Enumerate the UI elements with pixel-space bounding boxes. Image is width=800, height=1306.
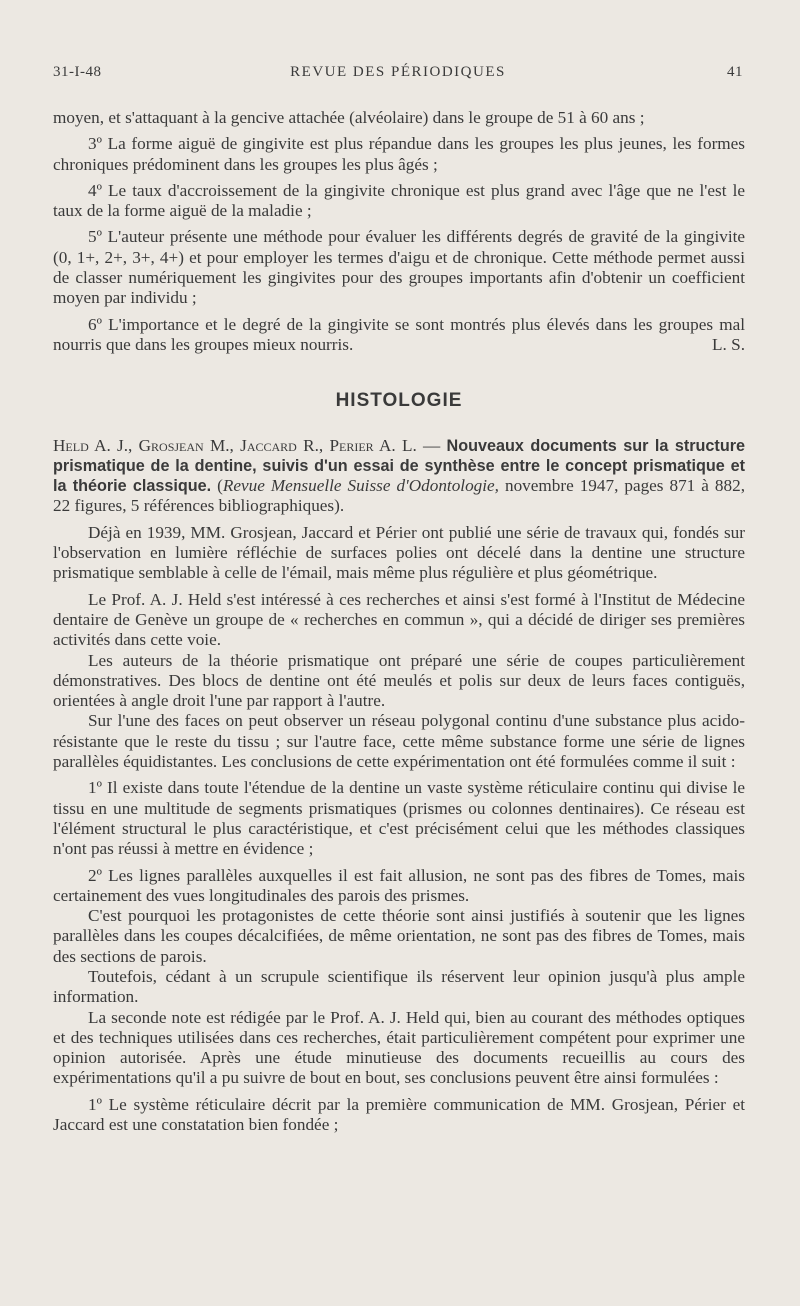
paragraph-text: 6º L'importance et le degré de la gingivite se sont montrés plus élevés dans les groupes mal nourris que dans les groupes mieux nourris. — [53, 314, 745, 354]
paragraph: C'est pourquoi les protagonistes de cette théorie sont ainsi justifiés à soutenir que les lignes parallèles dans les coupes décalcifiées, de même orientation, ne sont pas des fibres de Tomes, mais des sections de parois. — [53, 906, 745, 966]
author-initials: L. S. — [712, 334, 745, 354]
paragraph: 4º Le taux d'accroissement de la gingivite chronique est plus grand avec l'âge que ne l'est le taux de la forme aiguë de la maladie ; — [53, 180, 745, 221]
running-header — [53, 64, 743, 86]
reference-details: novembre 1947, pages 871 à 882, 22 figures, 5 références bibliographiques). — [53, 476, 745, 516]
paragraph: Déjà en 1939, MM. Grosjean, Jaccard et Périer ont publié une série de travaux qui, fondés sur l'observation en lumière réfléchie de surfaces polies ont décelé dans la dentine une structure prismatique semblable à celle de l'émail, mais même plus régulière et plus géométrique. — [53, 522, 745, 583]
reference-authors: Held A. J., Grosjean M., Jaccard R., Perier A. L. — [53, 435, 417, 455]
paragraph: 1º Le système réticulaire décrit par la première communication de MM. Grosjean, Périer et Jaccard est une constatation bien fondée ; — [53, 1094, 745, 1135]
paragraph: 3º La forme aiguë de gingivite est plus répandue dans les groupes les plus jeunes, les formes chroniques prédominent dans les groupes les plus âgés ; — [53, 134, 745, 174]
reference-title: Nouveaux documents sur la structure prismatique de la dentine, suivis d'un essai de synthèse entre le concept prismatique et la théorie classique. — [53, 436, 746, 496]
section-heading: HISTOLOGIE — [335, 390, 463, 412]
paragraph: 2º Les lignes parallèles auxquelles il est fait allusion, ne sont pas des fibres de Tomes, mais certainement des vues longitudinales des parois des prismes. — [53, 865, 745, 905]
paragraph: Toutefois, cédant à un scrupule scientifique ils réservent leur opinion jusqu'à plus ample information. — [53, 966, 745, 1007]
reference-dash: — — [416, 435, 447, 455]
paragraph: moyen, et s'attaquant à la gencive attachée (alvéolaire) dans le groupe de 51 à 60 ans ; — [53, 108, 645, 127]
page-body — [53, 108, 745, 1141]
journal-section-title: REVUE DES PÉRIODIQUES — [290, 64, 506, 80]
paragraph: La seconde note est rédigée par le Prof. A. J. Held qui, bien au courant des méthodes optiques et des techniques utilisées dans ces recherches, était particulièrement compétent pour exprimer une opinion autorisée. Après une étude minutieuse des documents recueillis au cours des expérimentations qu'il a pu suivre de bout en bout, ses conclusions peuvent être ainsi formulées : — [53, 1007, 745, 1088]
bibliographic-reference — [53, 436, 745, 517]
issue-date: 31-I-48 — [53, 64, 102, 80]
reference-journal: Revue Mensuelle Suisse d'Odontologie, — [222, 476, 499, 496]
paragraph: 5º L'auteur présente une méthode pour évaluer les différents degrés de gravité de la gingivite (0, 1+, 2+, 3+, 4+) et pour employer les termes d'aigu et de chronique. Cette méthode permet aussi de classer numériquement les gingivites pour des groupes importants afin d'obtenir un coefficient moyen par individu ; — [53, 227, 745, 308]
paragraph: 1º Il existe dans toute l'étendue de la dentine un vaste système réticulaire continu qui divise le tissu en une multitude de segments prismatiques (prismes ou colonnes dentinaires). Ce réseau est l'élément structural le plus caractéristique, et c'est précisément celui que les méthodes classiques n'ont pas réussi à mettre en évidence ; — [53, 778, 745, 859]
paragraph: Sur l'une des faces on peut observer un réseau polygonal continu d'une substance plus acido-résistante que le reste du tissu ; sur l'autre face, cette même substance forme une série de lignes parallèles équidistantes. Les conclusions de cette expérimentation ont été formulées comme il suit : — [53, 711, 745, 772]
paragraph: Le Prof. A. J. Held s'est intéressé à ces recherches et ainsi s'est formé à l'Institut de Médecine dentaire de Genève un groupe de « recherches en commun », qui a décidé de diriger ses premières activités dans cette voie. — [53, 589, 745, 650]
paragraph-with-signature — [53, 315, 745, 356]
reference-paren: ( — [211, 476, 223, 496]
paragraph: Les auteurs de la théorie prismatique ont préparé une série de coupes particulièrement démonstratives. Des blocs de dentine ont été meulés et polis sur deux de leurs faces contiguës, orientées à angle droit l'une par rapport à l'autre. — [53, 650, 745, 711]
page-number: 41 — [727, 64, 743, 80]
